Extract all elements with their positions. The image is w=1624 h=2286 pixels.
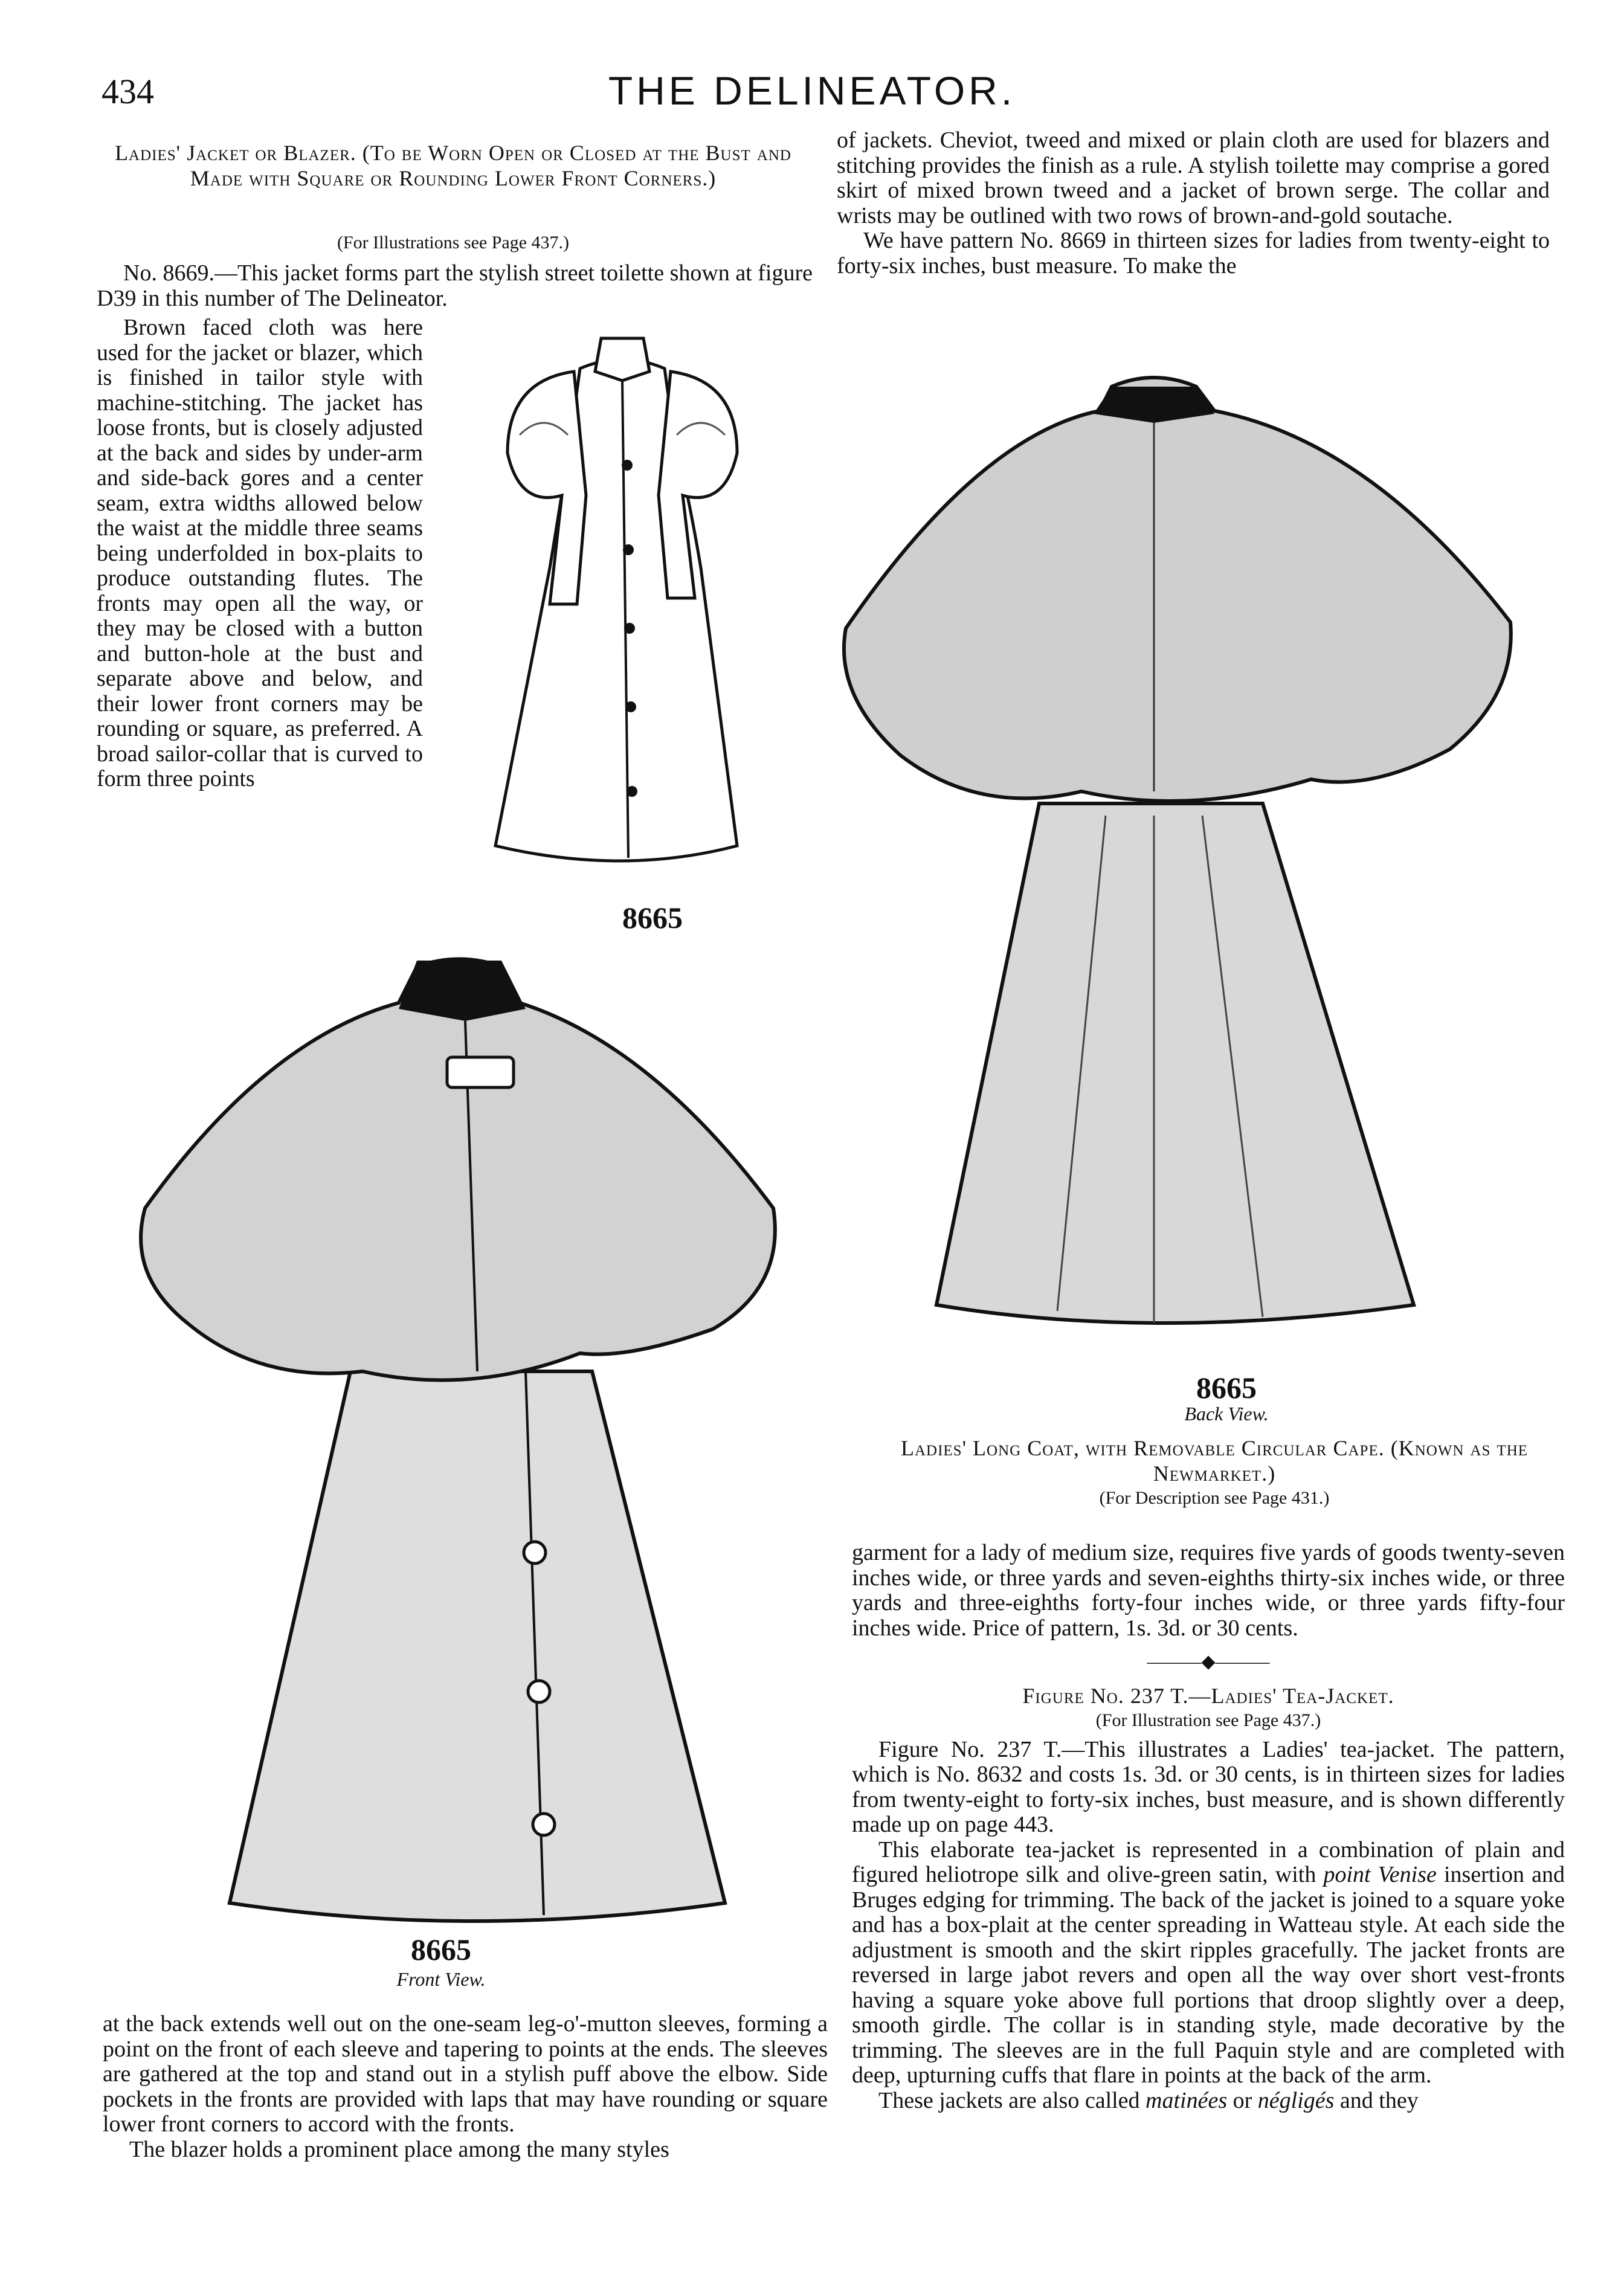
- text-run: or: [1232, 2087, 1252, 2113]
- section-heading: Figure No. 237 T.—Ladies' Tea-Jacket.: [1022, 1683, 1394, 1708]
- paragraph: of jackets. Cheviot, tweed and mixed or plain cloth are used for blazers and stitching provides the finish as a rule. A stylish toilette may comprise a gored skirt of mixed brown tweed and a jacket of brown serge. The collar and wrists may be outlined with two rows of brown-and-gold soutache.: [837, 127, 1550, 228]
- figure-number: 8665: [1196, 1371, 1257, 1405]
- view-label: Front View.: [396, 1968, 486, 1990]
- italic-term: point Venise: [1323, 1862, 1437, 1887]
- italic-term: négligés: [1257, 2087, 1335, 2113]
- left-bottom-text: [103, 2012, 828, 2162]
- left-intro: [97, 261, 813, 311]
- section-divider: ———◆———: [1147, 1652, 1270, 1672]
- text-run: and they: [1339, 2087, 1419, 2113]
- paragraph: garment for a lady of medium size, requires five yards of goods twenty-seven inches wide, or three yards and seven-eighths thirty-six inches wide, or three yards and three-eighths forty-four inches wide, or three yards fifty-four inches wide. Price of pattern, 1s. 3d. or 30 cents.: [852, 1540, 1565, 1641]
- paragraph: [852, 2088, 1565, 2114]
- small-coat-illustration: [471, 314, 773, 906]
- text-run: These jackets are also called: [878, 2087, 1140, 2113]
- illustration-note: (For Illustrations see Page 437.): [337, 233, 570, 253]
- figure-number: 8665: [622, 901, 683, 935]
- page-title: THE DELINEATOR.: [608, 68, 1016, 113]
- figure-caption: Ladies' Long Coat, with Removable Circular Cape. (Known as the Newmarket.): [900, 1436, 1529, 1486]
- text-run: insertion and Bruges edging for trimming. The back of the jacket is joined to a square yoke and has a box-plait at the center spreading in Watteau style. At each side the adjustment is smooth and the skirt ripples gracefully. The jacket fronts are reversed in large jabot revers and open all the way over short vest-fronts having a square yoke above full portions that droop slightly over a deep, smooth girdle. The collar is in standing style, made decorative by the trimming. The sleeves are in the full Paquin style and are completed with deep, upturning cuffs that flare in points at the back of the arm.: [852, 1862, 1565, 2088]
- illustration-note: (For Illustration see Page 437.): [1095, 1710, 1321, 1730]
- figure-number: 8665: [411, 1933, 471, 1966]
- paragraph: Figure No. 237 T.—This illustrates a Ladies' tea-jacket. The pattern, which is No. 8632 and costs 1s. 3d. or 30 cents, is in thirteen sizes for ladies from twenty-eight to forty-six inches, bust measure, and is shown differently made up on page 443.: [852, 1736, 1565, 1837]
- description-note: (For Description see Page 431.): [1099, 1488, 1330, 1508]
- article-heading: Ladies' Jacket or Blazer. (To be Worn Open or Closed at the Bust and Made with Square or Rounding Lower Front Corners.): [115, 141, 791, 190]
- paragraph: [852, 1838, 1565, 2088]
- back-view-illustration: [828, 356, 1541, 1377]
- page-number: 434: [102, 72, 154, 111]
- paragraph: We have pattern No. 8669 in thirteen sizes for ladies from twenty-eight to forty-six inches, bust measure. To make the: [837, 228, 1550, 279]
- left-narrow-text: [97, 315, 423, 792]
- paragraph: at the back extends well out on the one-seam leg-o'-mutton sleeves, forming a point on the front of each sleeve and tapering to points at the ends. The sleeves are gathered at the top and stand out in a stylish puff above the elbow. Side pockets in the fronts are provided with laps that may have rounding or square lower front corners to accord with the fronts.: [103, 2011, 828, 2137]
- paragraph: The blazer holds a prominent place among the many styles: [129, 2136, 669, 2162]
- view-label: Back View.: [1184, 1403, 1269, 1425]
- text-run: This elaborate tea-jacket is represented in a combination of plain and figured heliotrope silk and olive-green satin, with: [852, 1837, 1565, 1887]
- italic-term: matinées: [1146, 2087, 1228, 2113]
- paragraph: Brown faced cloth was here used for the jacket or blazer, which is finished in tailor style with machine-stitching. The jacket has loose fronts, but is closely adjusted at the back and sides by under-arm and side-back gores and a center seam, extra widths allowed below the waist at the middle three seams being underfolded in box-plaits to produce outstanding flutes. The fronts may open all the way, or they may be closed with a button and button-hole at the bust and separate above and below, and their lower front corners may be rounding or square, as preferred. A broad sailor-collar that is curved to form three points: [97, 315, 423, 791]
- front-view-illustration: [109, 936, 822, 1945]
- right-bottom-text: [852, 1541, 1565, 2113]
- right-top-text: [837, 128, 1550, 279]
- paragraph: No. 8669.—This jacket forms part the stylish street toilette shown at figure D39 in this number of The Delineator.: [97, 260, 813, 311]
